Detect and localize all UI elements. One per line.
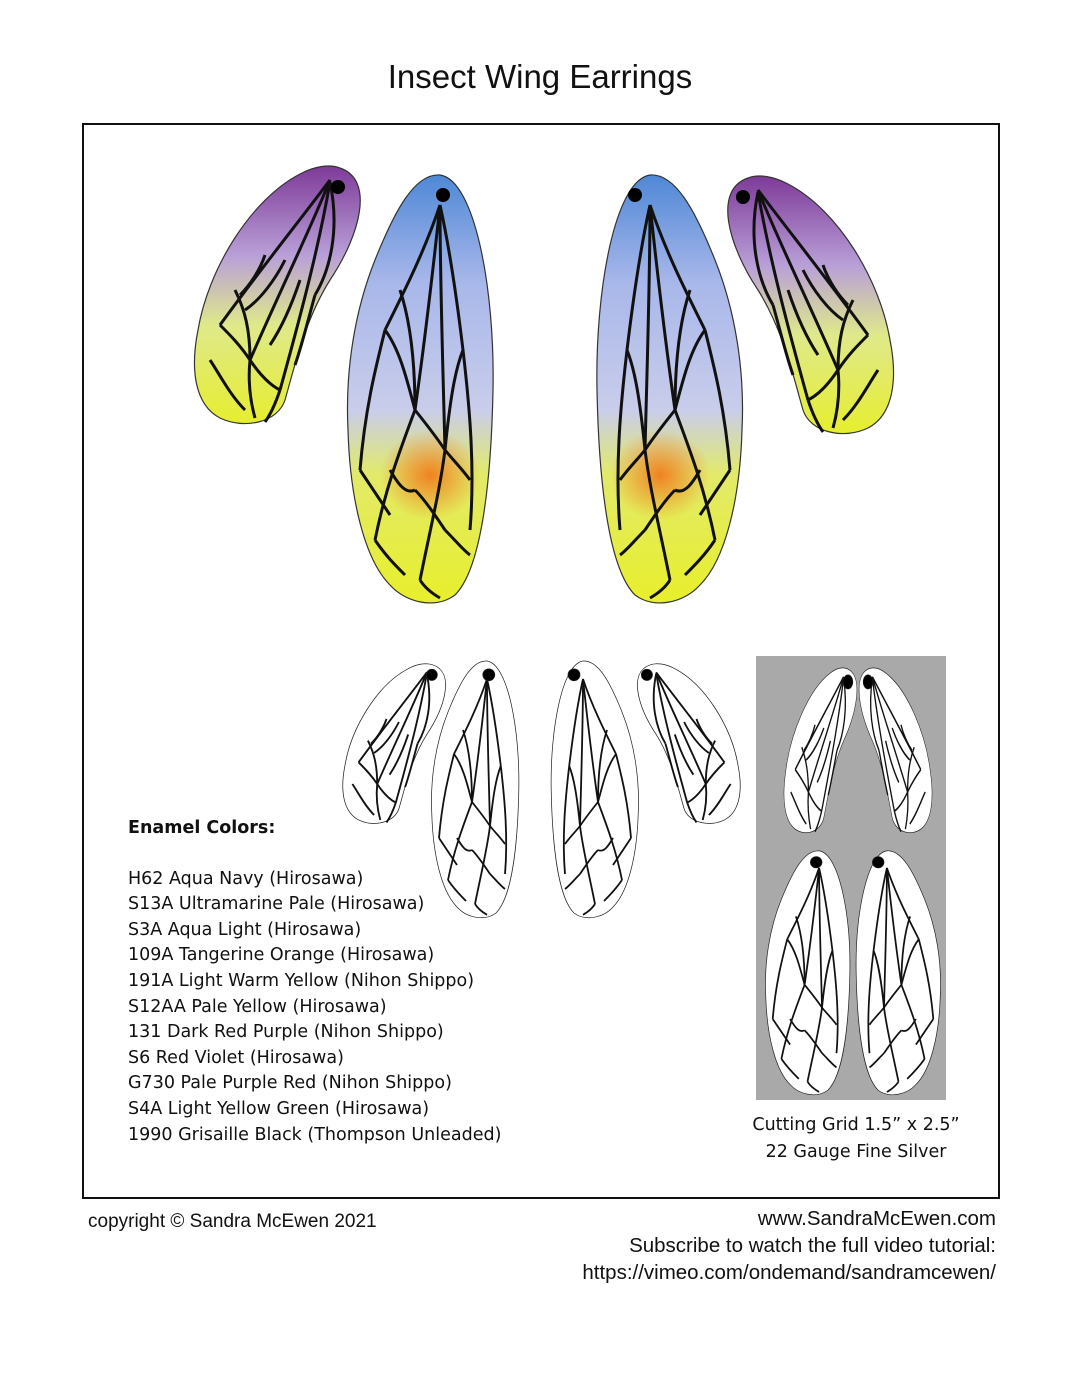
- cutting-grid-material: 22 Gauge Fine Silver: [765, 1142, 947, 1162]
- enamel-color-item: S13A Ultramarine Pale (Hirosawa): [128, 894, 425, 915]
- enamel-color-item: S6 Red Violet (Hirosawa): [128, 1047, 344, 1068]
- enamel-color-item: 131 Dark Red Purple (Nihon Shippo): [128, 1022, 444, 1043]
- colored-large-wing-right: [597, 175, 743, 603]
- cutting-grid-caption: [736, 1112, 976, 1166]
- enamel-color-item: S4A Light Yellow Green (Hirosawa): [128, 1098, 430, 1119]
- subscribe-text: Subscribe to watch the full video tutorial:: [629, 1234, 996, 1257]
- colored-large-wing-left: [347, 175, 493, 603]
- footer-info: [582, 1205, 996, 1286]
- enamel-color-item: S12AA Pale Yellow (Hirosawa): [128, 996, 387, 1017]
- outline-small-wing-left: [343, 664, 446, 824]
- enamel-color-item: H62 Aqua Navy (Hirosawa): [128, 868, 364, 889]
- enamel-colors-list: [128, 816, 501, 1148]
- colored-small-wing-left: [194, 166, 360, 424]
- enamel-color-item: 109A Tangerine Orange (Hirosawa): [128, 945, 435, 966]
- website-link[interactable]: www.SandraMcEwen.com: [757, 1207, 996, 1230]
- outline-small-wing-right: [637, 664, 740, 824]
- page-title: Insect Wing Earrings: [387, 58, 693, 95]
- enamel-color-item: S3A Aqua Light (Hirosawa): [128, 919, 362, 940]
- enamel-color-item: 191A Light Warm Yellow (Nihon Shippo): [128, 970, 475, 991]
- vimeo-link[interactable]: https://vimeo.com/ondemand/sandramcewen/: [582, 1261, 996, 1284]
- enamel-color-item: G730 Pale Purple Red (Nihon Shippo): [128, 1073, 452, 1094]
- cutting-grid-size: Cutting Grid 1.5” x 2.5”: [752, 1115, 960, 1135]
- copyright-notice: copyright © Sandra McEwen 2021: [88, 1211, 377, 1232]
- colored-small-wing-right: [728, 176, 894, 434]
- enamel-colors-heading: Enamel Colors:: [128, 818, 276, 838]
- enamel-color-item: 1990 Grisaille Black (Thompson Unleaded): [128, 1124, 502, 1145]
- outline-large-wing-right: [551, 661, 638, 918]
